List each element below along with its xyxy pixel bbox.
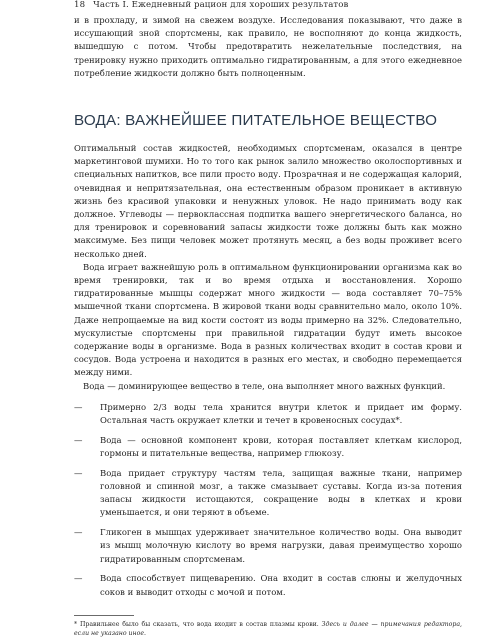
section-heading: ВОДА: ВАЖНЕЙШЕЕ ПИТАТЕЛЬНОЕ ВЕЩЕСТВО bbox=[74, 112, 438, 130]
dash-marker: — bbox=[74, 573, 83, 584]
list-item-text: Гликоген в мышцах удерживает значительное количество воды. Она выводит из мышц молочную кислоту во время нагрузки, давая преимущество хорошо гидратированным спортсменам. bbox=[100, 527, 462, 564]
list-item-text: Вода способствует пищеварению. Она входит в состав слюны и желудочных соков и выводит отходы с мочой и потом. bbox=[100, 573, 462, 597]
running-title: Часть I. Ежедневный рацион для хороших результатов bbox=[93, 0, 349, 10]
dash-marker: — bbox=[74, 467, 83, 478]
paragraph-3: Вода — доминирующее вещество в теле, она выполняет много важных функций. bbox=[83, 380, 446, 391]
running-head bbox=[74, 0, 349, 10]
footnote-divider bbox=[74, 615, 134, 616]
dash-marker: — bbox=[74, 434, 83, 445]
dash-marker: — bbox=[74, 401, 83, 412]
dash-marker: — bbox=[74, 527, 83, 538]
page-content bbox=[74, 14, 462, 638]
paragraph-2: Вода играет важнейшую роль в оптимальном функционировании организма как во время тренировки, так и во время отдыха и восстановления. Хорошо гидратированные мышцы содержат много жидкости — вода составляет 70–75% мышечной ткани спортсмена. В жировой ткани воды сравнительно мало, около 10%. Даже непрощаемые на вид кости состоят из воды примерно на 32%. Следовательно, мускулистые спортсмены при правильной гидратации будут иметь высокое содержание воды в организме. Вода в разных количествах входит в состав крови и сосудов. Вода устроена и находится в разных его местах, и свободно перемещается между ними. bbox=[74, 261, 462, 378]
intro-paragraph: и в прохладу, и зимой на свежем воздухе. Исследования показывают, что даже в иссушающий зной спортсмены, как правило, не восполняют до конца жидкость, вышедшую с потом. Чтобы предотвратить нежелательные последствия, на тренировку нужно приходить оптимально гидратированным, а для этого ежедневное потребление жидкости должно быть полноценным. bbox=[74, 15, 462, 78]
list-item bbox=[74, 467, 462, 520]
list-item bbox=[74, 434, 462, 460]
list-item-text: Вода — основной компонент крови, которая поставляет клеткам кислород, гормоны и питательные вещества, например глюкозу. bbox=[100, 434, 462, 459]
footnote-editor-note: Здесь и далее — примечания редактора, если не указано иное. bbox=[74, 620, 462, 638]
footnote-text: * Правильнее было бы сказать, что вода входит в состав плазмы крови. bbox=[74, 620, 319, 628]
list-item-text: Примерно 2/3 воды тела хранится внутри клеток и придает им форму. Остальная часть окружает клетки и течет в кровеносных сосудах*. bbox=[100, 401, 462, 426]
paragraph-1: Оптимальный состав жидкостей, необходимых спортсменам, оказался в центре маркетинговой шумихи. Но то того как рынок залило множество околоспортивных и специальных напитков, все пили просто воду. Прозрачная и не содержащая калорий, очевидная и непритязательная, она естественным образом проникает в активную жизнь без красивой упаковки и ненужных уловок. Не надо принимать воду как должное. Углеводы — первоклассная подпитка вашего энергетического баланса, но для тренировок и соревнований запасы жидкости тоже должны быть как можно максимуме. Без пищи человек может протянуть месяц, а без воды проживет всего несколько дней. bbox=[74, 143, 462, 259]
list-item bbox=[74, 572, 462, 598]
list-item-text: Вода придает структуру частям тела, защищая важные ткани, например головной и спинной мозг, а также смазывает суставы. Когда из-за потения запасы жидкости истощаются, сокращение воды в клетках и крови уменьшается, и они теряют в объеме. bbox=[100, 467, 462, 518]
list-item bbox=[74, 526, 462, 566]
list-item bbox=[74, 401, 462, 427]
page-number: 18 bbox=[74, 0, 86, 10]
footnote bbox=[74, 620, 462, 638]
